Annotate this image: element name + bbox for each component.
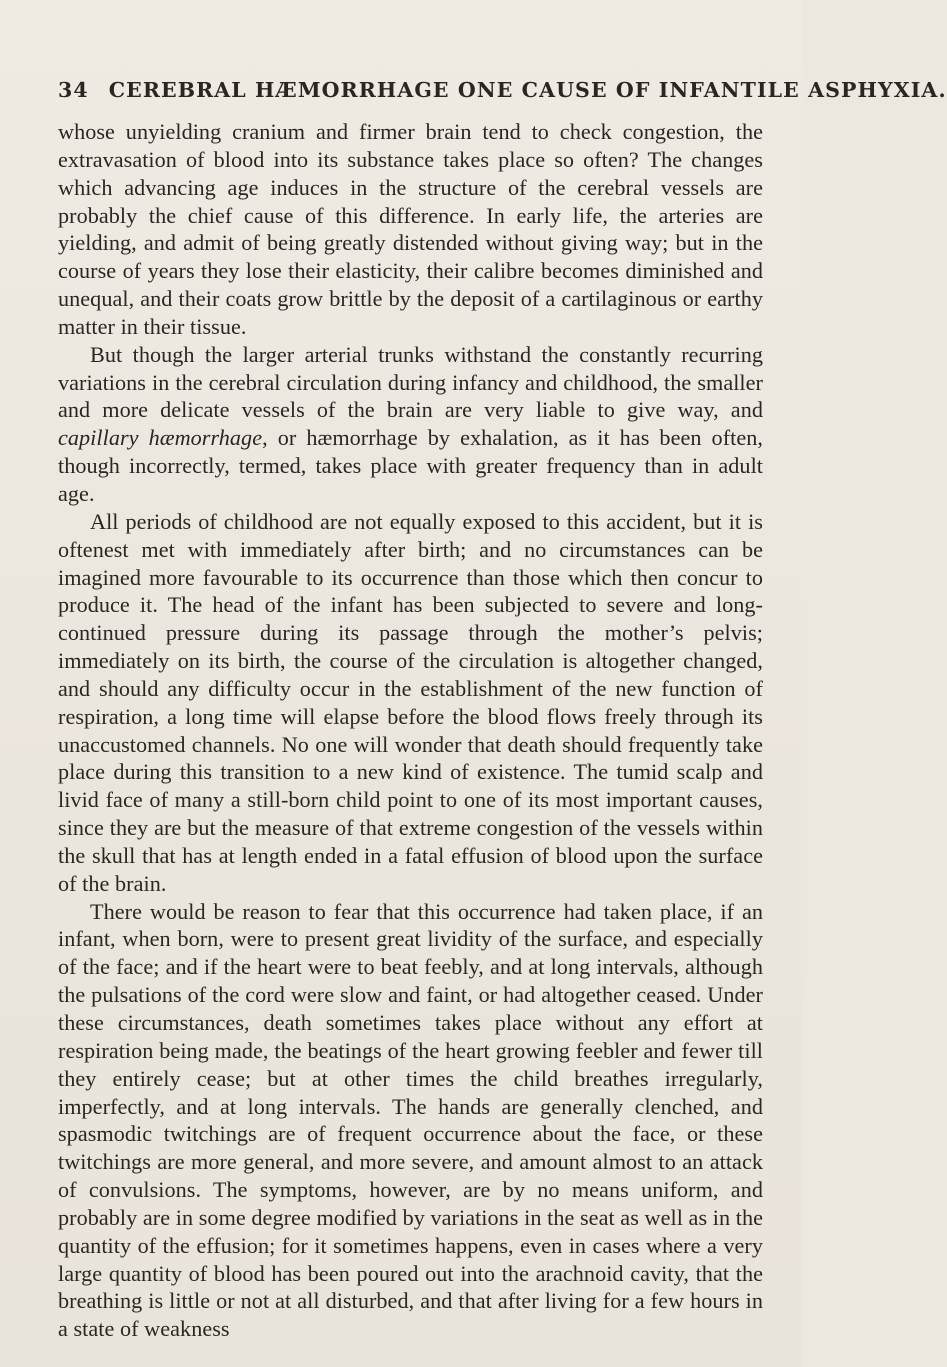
- paragraph-text: All periods of childhood are not equally exposed to this accident, but it is oftenest met with immediately after birth; and no circumstances can be imagined more favourable to its occurrence than those which then concur to produce it. The head of the infant has been subjected to severe and long-continued pressure during its passage through the mother’s pelvis; immediately on its birth, the course of the circulation is altogether changed, and should any difficulty occur in the establishment of the new function of respiration, a long time will elapse before the blood flows freely through its unaccustomed channels. No one will wonder that death should frequently take place during this transition to a new kind of existence. The tumid scalp and livid face of many a still-born child point to one of its most important causes, since they are but the measure of that extreme congestion of the vessels within the skull that has at length ended in a fatal effusion of blood upon the surface of the brain.: [58, 508, 763, 896]
- paragraph-text: , or hæmorrhage by exhalation, as it has been often, though incorrectly, termed, takes place with greater frequency than in adult age.: [58, 425, 763, 506]
- paragraph-text: But though the larger arterial trunks withstand the constantly recurring variations in the cerebral circulation during infancy and childhood, the smaller and more delicate vessels of the brain are very liable to give way, and: [58, 341, 763, 423]
- paragraph-text: whose unyielding cranium and firmer brain tend to check congestion, the extravasation of blood into its substance takes place so often? The changes which advancing age induces in the structure of the cerebral vessels are probably the chief cause of this difference. In early life, the arteries are yielding, and admit of being greatly distended without giving way; but in the course of years they lose their elasticity, their calibre becomes diminished and unequal, and their coats grow brittle by the deposit of a cartilaginous or earthy matter in their tissue.: [58, 119, 763, 339]
- paragraph-text: There would be reason to fear that this occurrence had taken place, if an infant, when born, were to present great lividity of the surface, and especially of the face; and if the heart were to beat feebly, and at long intervals, although the pulsations of the cord were slow and faint, or had altogether ceased. Under these circumstances, death sometimes takes place without any effort at respiration being made, the beatings of the heart growing feebler and fewer till they entirely cease; but at other times the child breathes irregularly, imperfectly, and at long intervals. The hands are generally clenched, and spasmodic twitchings are of frequent occurrence about the face, or these twitchings are more general, and more severe, and amount almost to an attack of convulsions. The symptoms, however, are by no means uniform, and probably are in some degree modified by variations in the seat as well as in the quantity of the effusion; for it sometimes happens, even in cases where a very large quantity of blood has been poured out into the arachnoid cavity, that the breathing is little or not at all disturbed, and that after living for a few hours in a state of weakness: [58, 898, 763, 1342]
- paragraph-3: [58, 508, 763, 898]
- italic-term: capillary hæmorrhage: [58, 425, 263, 451]
- paragraph-1: [58, 118, 763, 341]
- page-number: 34: [58, 78, 89, 102]
- body-text: [58, 118, 763, 1343]
- running-header: [58, 78, 947, 102]
- paragraph-2: [58, 341, 763, 508]
- running-title: CEREBRAL HÆMORRHAGE ONE CAUSE OF INFANTILE ASPHYXIA.: [108, 78, 947, 102]
- paragraph-4: [58, 898, 763, 1344]
